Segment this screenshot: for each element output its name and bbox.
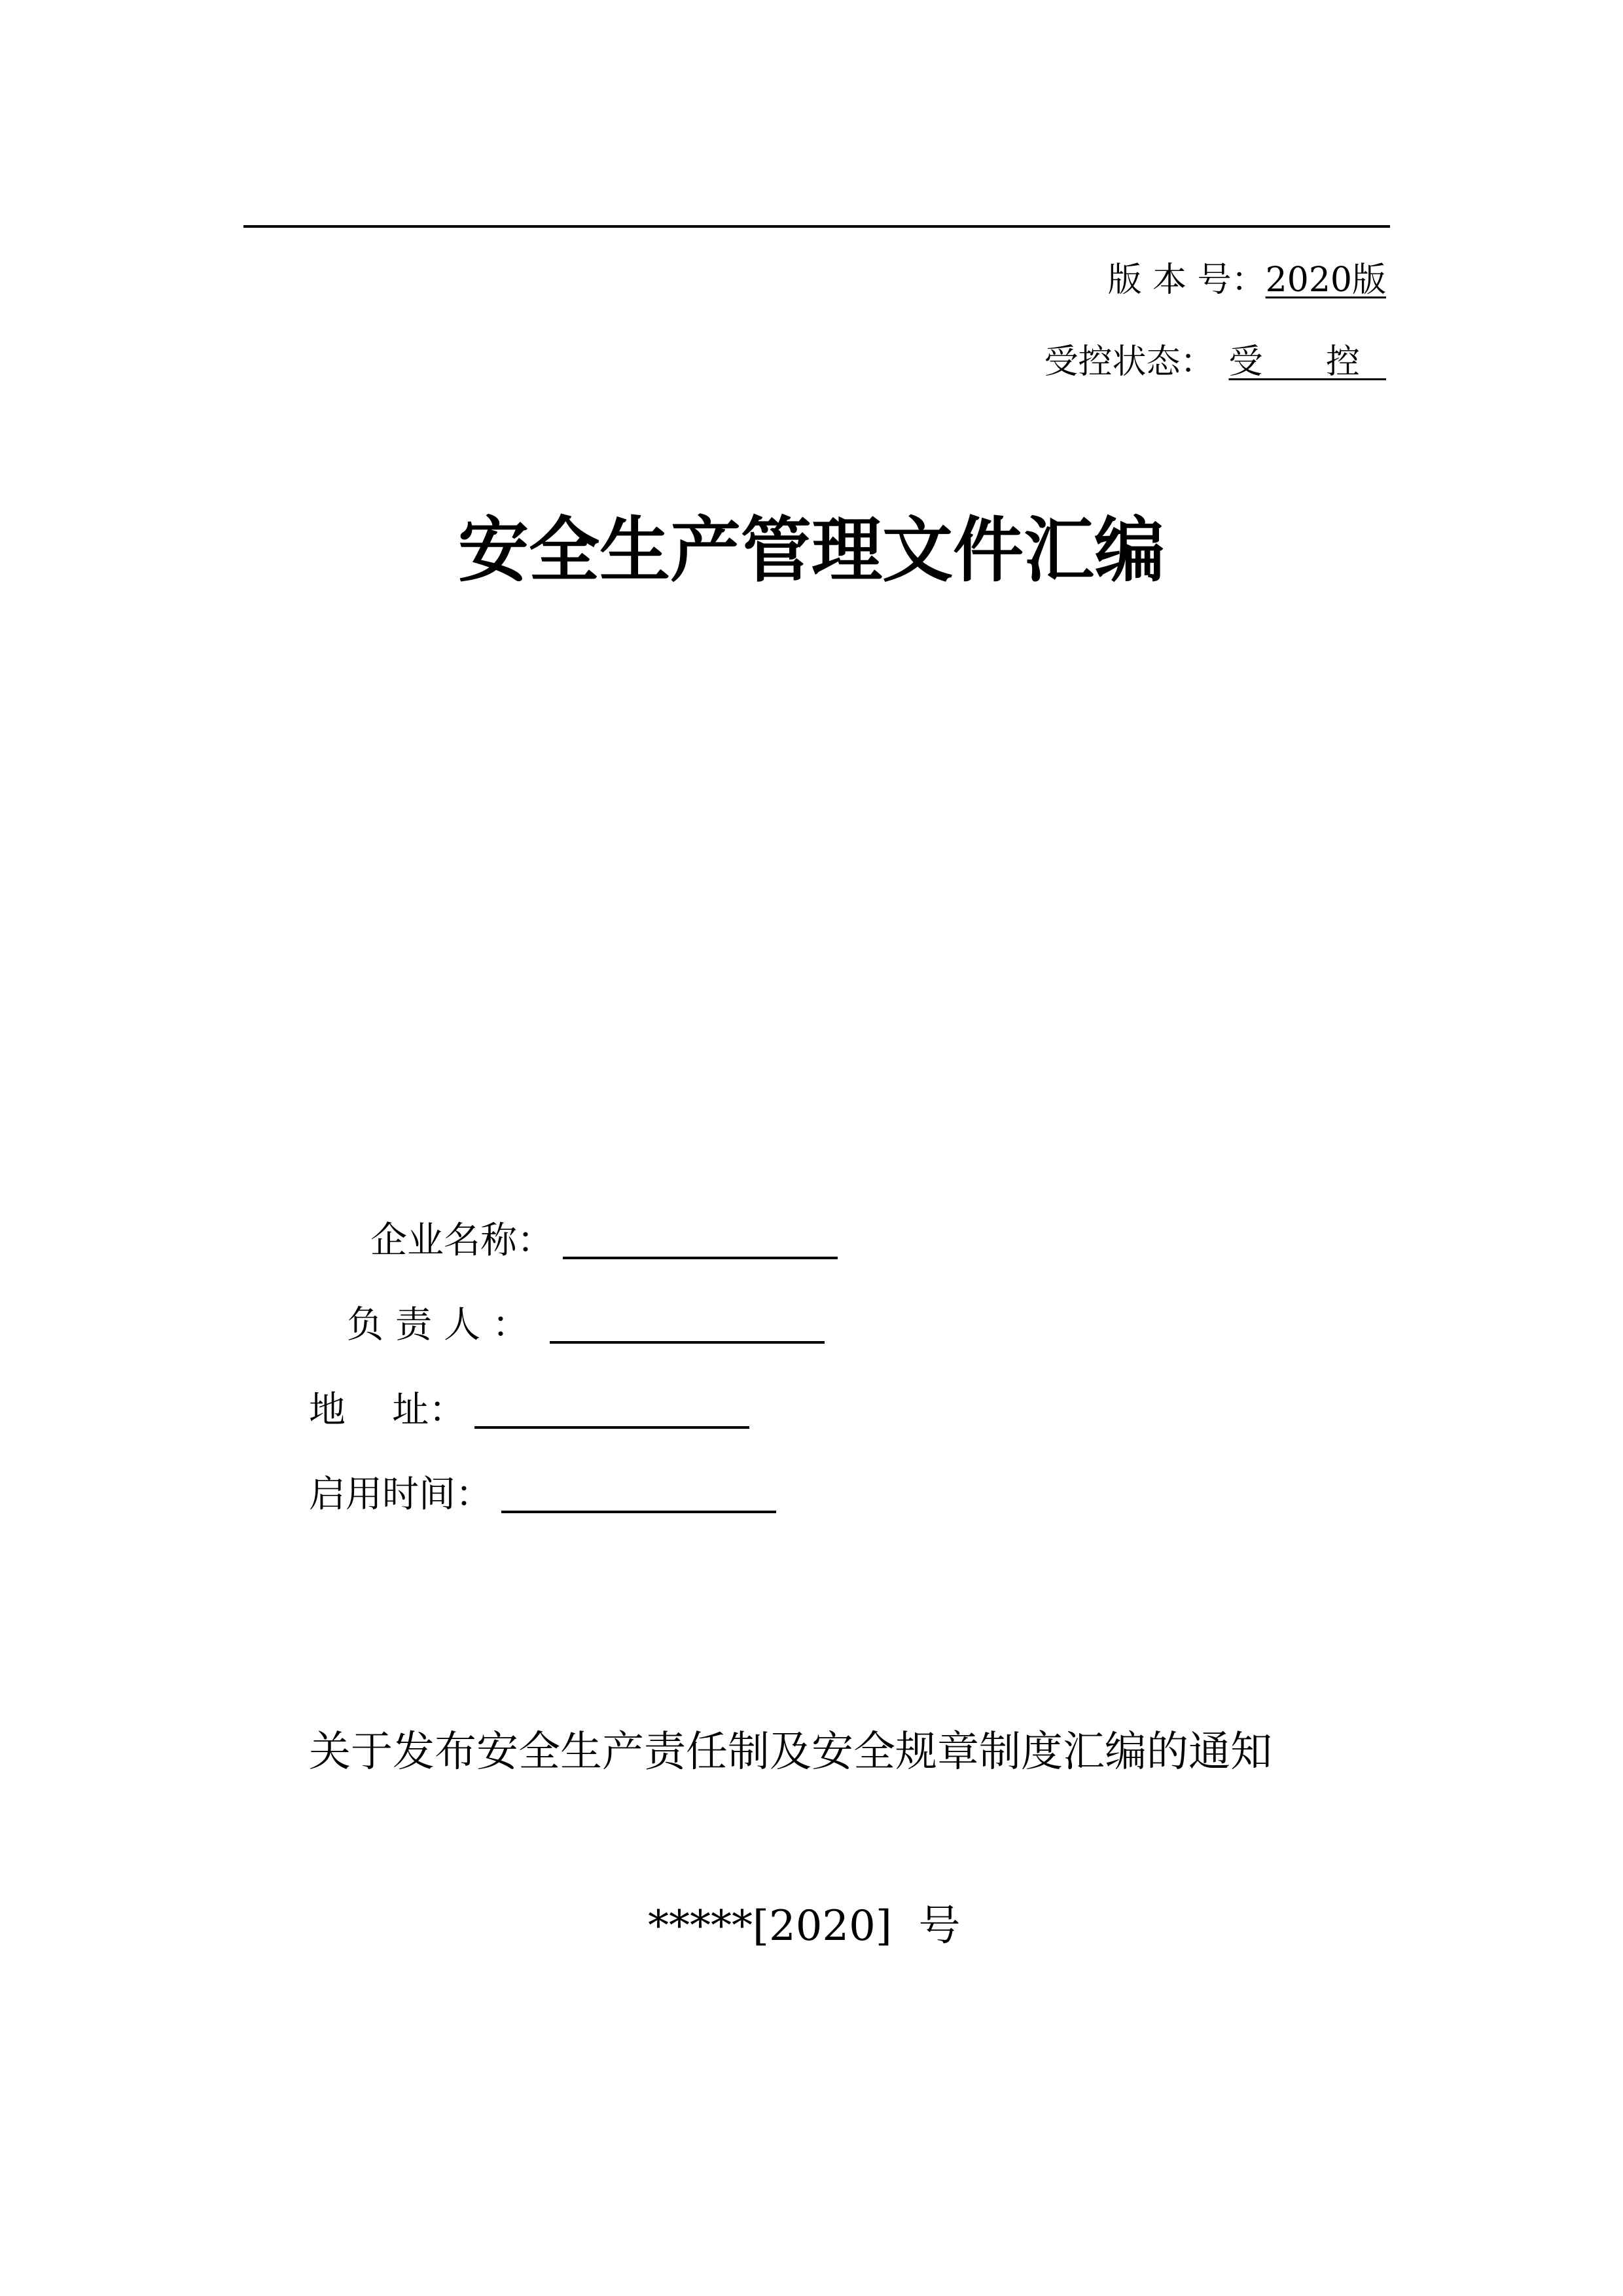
status-line bbox=[1044, 342, 1386, 382]
company-label: 企业名称： bbox=[370, 1219, 554, 1262]
person-blank-line bbox=[550, 1341, 825, 1344]
status-label: 受控状态： bbox=[1044, 342, 1215, 382]
document-title: 安全生产管理文件汇编 bbox=[457, 510, 1165, 592]
address-field bbox=[309, 1390, 749, 1431]
person-field bbox=[347, 1304, 825, 1346]
status-value: 受 控 bbox=[1228, 342, 1386, 382]
address-blank-line bbox=[474, 1426, 749, 1429]
date-blank-line bbox=[501, 1511, 776, 1513]
company-field bbox=[370, 1220, 838, 1262]
person-label: 负责人： bbox=[347, 1304, 541, 1346]
date-label: 启用时间： bbox=[309, 1473, 492, 1516]
address-label: 地 址： bbox=[309, 1389, 466, 1431]
version-value: 2020版 bbox=[1265, 260, 1386, 300]
date-field bbox=[309, 1474, 776, 1516]
company-blank-line bbox=[563, 1257, 838, 1259]
notice-title: 关于发布安全生产责任制及安全规章制度汇编的通知 bbox=[309, 1728, 1272, 1776]
header-rule bbox=[243, 225, 1390, 228]
version-line bbox=[1108, 260, 1386, 300]
document-number: *****[2020] 号 bbox=[648, 1902, 961, 1950]
version-label: 版 本 号： bbox=[1107, 260, 1266, 300]
